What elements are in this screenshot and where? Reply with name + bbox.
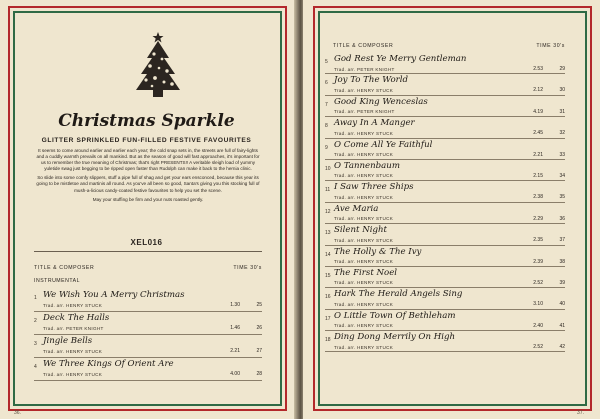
track-number: 1 (34, 295, 37, 301)
track-credit: Trad. arr. HENRY STUCK (334, 344, 394, 350)
track-time: 1.30 (230, 302, 240, 308)
track-credit: Trad. arr. HENRY STUCK (43, 302, 103, 308)
track-credit: Trad. arr. HENRY STUCK (334, 280, 394, 286)
track-row (325, 267, 565, 288)
track-30s-number: 29 (559, 66, 565, 72)
track-number: 6 (325, 80, 328, 87)
track-30s-number: 30 (559, 87, 565, 94)
track-title: We Wish You A Merry Christmas (43, 290, 185, 300)
track-30s-number: 33 (559, 151, 565, 158)
track-time: 4.00 (230, 371, 240, 378)
track-number: 8 (325, 123, 328, 130)
track-time: 2.39 (533, 258, 543, 265)
christmas-tree-icon (128, 28, 188, 102)
track-row (325, 53, 565, 74)
track-number: 14 (325, 251, 331, 258)
track-title: Deck The Halls (43, 313, 110, 324)
track-row (325, 224, 565, 245)
track-row (325, 74, 565, 95)
album-blurb (34, 148, 262, 206)
track-row (325, 331, 565, 352)
track-row (325, 96, 565, 117)
catalog-number: XEL016 (130, 238, 163, 247)
track-time: 2.15 (533, 172, 543, 179)
track-row (325, 246, 565, 267)
page-number: 36. (14, 410, 21, 416)
track-time: 2.12 (533, 87, 543, 94)
track-30s-number: 37 (559, 237, 565, 244)
track-credit: Trad. arr. HENRY STUCK (334, 323, 394, 329)
column-title-label: TITLE & COMPOSER (34, 265, 95, 271)
track-30s-number: 31 (559, 108, 565, 115)
track-time: 2.38 (533, 194, 543, 201)
column-header (333, 43, 565, 49)
track-title: God Rest Ye Merry Gentleman (334, 54, 467, 64)
divider (34, 251, 262, 252)
track-title: Jingle Bells (43, 336, 93, 347)
track-title: Ave Maria (334, 203, 379, 214)
track-title: Hark The Herald Angels Sing (334, 289, 463, 300)
album-title: Christmas Sparkle (58, 111, 235, 131)
track-row (325, 203, 565, 224)
track-time: 4.19 (533, 108, 543, 115)
track-time: 2.45 (533, 130, 543, 137)
track-row (34, 358, 262, 381)
track-credit: Trad. arr. HENRY STUCK (334, 237, 394, 243)
left-page (0, 0, 297, 419)
track-number: 5 (325, 59, 328, 65)
track-30s-number: 38 (559, 258, 565, 265)
track-title: Ding Dong Merrily On High (334, 332, 456, 343)
track-title: I Saw Three Ships (334, 182, 414, 193)
track-title: The First Noel (334, 267, 398, 278)
track-credit: Trad. arr. PETER KNIGHT (43, 325, 104, 331)
track-title: O Little Town Of Bethleham (334, 310, 456, 321)
track-time: 2.53 (533, 66, 543, 72)
section-label: INSTRUMENTAL (34, 278, 80, 284)
track-number: 10 (325, 165, 331, 172)
track-30s-number: 40 (559, 301, 565, 308)
column-time-label: TIME 30's (536, 43, 565, 49)
track-row (325, 160, 565, 181)
track-number: 17 (325, 315, 331, 322)
track-30s-number: 28 (256, 371, 262, 378)
track-row (34, 312, 262, 335)
track-30s-number: 39 (559, 279, 565, 286)
track-row (34, 289, 262, 312)
track-credit: Trad. arr. HENRY STUCK (43, 348, 103, 354)
track-time: 2.52 (533, 279, 543, 286)
track-credit: Trad. arr. HENRY STUCK (334, 216, 394, 222)
track-number: 2 (34, 318, 37, 325)
track-time: 1.46 (230, 325, 240, 332)
track-time: 3.10 (533, 301, 543, 308)
track-list (325, 53, 565, 352)
track-30s-number: 34 (559, 172, 565, 179)
track-30s-number: 32 (559, 130, 565, 137)
track-time: 2.52 (533, 344, 543, 351)
track-number: 9 (325, 144, 328, 151)
blurb-paragraph: So slide into some comfy slippers, stuff a pipe full of shag and get your ears ensconced, because this year its going to be mistletoe and martinis all round. As you've all been so good, Santa's giving you this stocking full of mush-a-licious candy-coated festive favourites to help you set the scene. (36, 175, 260, 193)
track-number: 15 (325, 272, 331, 279)
track-30s-number: 25 (256, 302, 262, 308)
track-credit: Trad. arr. PETER KNIGHT (334, 66, 395, 72)
track-row (325, 310, 565, 331)
track-number: 11 (325, 187, 331, 194)
track-number: 16 (325, 294, 331, 301)
track-time: 2.40 (533, 322, 543, 329)
track-title: The Holly & The Ivy (334, 246, 422, 257)
page-number: 37. (577, 410, 584, 416)
track-number: 13 (325, 230, 331, 237)
track-number: 18 (325, 337, 331, 344)
album-subtitle: GLITTER SPRINKLED FUN-FILLED FESTIVE FAVOURITES (41, 137, 252, 144)
track-title: Good King Wenceslas (334, 96, 428, 107)
track-time: 2.21 (533, 151, 543, 158)
track-title: O Tannenbaum (334, 160, 400, 171)
track-time: 2.29 (533, 215, 543, 222)
track-row (325, 181, 565, 202)
track-30s-number: 26 (256, 325, 262, 332)
track-title: Joy To The World (334, 75, 409, 86)
track-credit: Trad. arr. HENRY STUCK (334, 301, 394, 307)
track-30s-number: 36 (559, 215, 565, 222)
track-number: 4 (34, 364, 37, 371)
right-page (303, 0, 600, 419)
track-row (325, 139, 565, 160)
track-credit: Trad. arr. HENRY STUCK (334, 259, 394, 265)
column-time-label: TIME 30's (233, 265, 262, 271)
blurb-paragraph: It seems to come around earlier and earlier each year; the cold snap sets in, the streets are full of fairy-lights and a cuddly warmth prevails on all mankind. But as the season of good will fast approaches, it's important for us to remember the true meaning of Christmas; that's right PRESENTS!! A veritable sleigh load of yummy yuletide swag just begging to be ripped open faster than Rudolph can make it back to the hernia clinic. (36, 148, 260, 172)
track-row (34, 335, 262, 358)
column-title-label: TITLE & COMPOSER (333, 43, 394, 49)
track-30s-number: 41 (559, 322, 565, 329)
track-title: Away In A Manger (334, 118, 415, 129)
track-30s-number: 42 (559, 344, 565, 351)
track-row (325, 288, 565, 309)
track-credit: Trad. arr. HENRY STUCK (43, 371, 103, 377)
track-credit: Trad. arr. HENRY STUCK (334, 87, 394, 93)
track-credit: Trad. arr. PETER KNIGHT (334, 109, 395, 115)
blurb-paragraph: May your stuffing be firm and your nuts roasted gently. (92, 196, 204, 202)
track-30s-number: 35 (559, 194, 565, 201)
track-time: 2.21 (230, 348, 240, 355)
track-title: O Come All Ye Faithful (334, 139, 433, 150)
track-title: Silent Night (334, 225, 387, 236)
track-time: 2.35 (533, 237, 543, 244)
track-number: 7 (325, 101, 328, 108)
track-credit: Trad. arr. HENRY STUCK (334, 130, 394, 136)
track-list (34, 289, 262, 381)
track-credit: Trad. arr. HENRY STUCK (334, 194, 394, 200)
track-title: We Three Kings Of Orient Are (43, 359, 174, 370)
track-number: 3 (34, 341, 37, 348)
track-credit: Trad. arr. HENRY STUCK (334, 173, 394, 179)
track-30s-number: 27 (256, 348, 262, 355)
column-header (34, 265, 262, 271)
track-row (325, 117, 565, 138)
track-number: 12 (325, 208, 331, 215)
track-credit: Trad. arr. HENRY STUCK (334, 152, 394, 158)
